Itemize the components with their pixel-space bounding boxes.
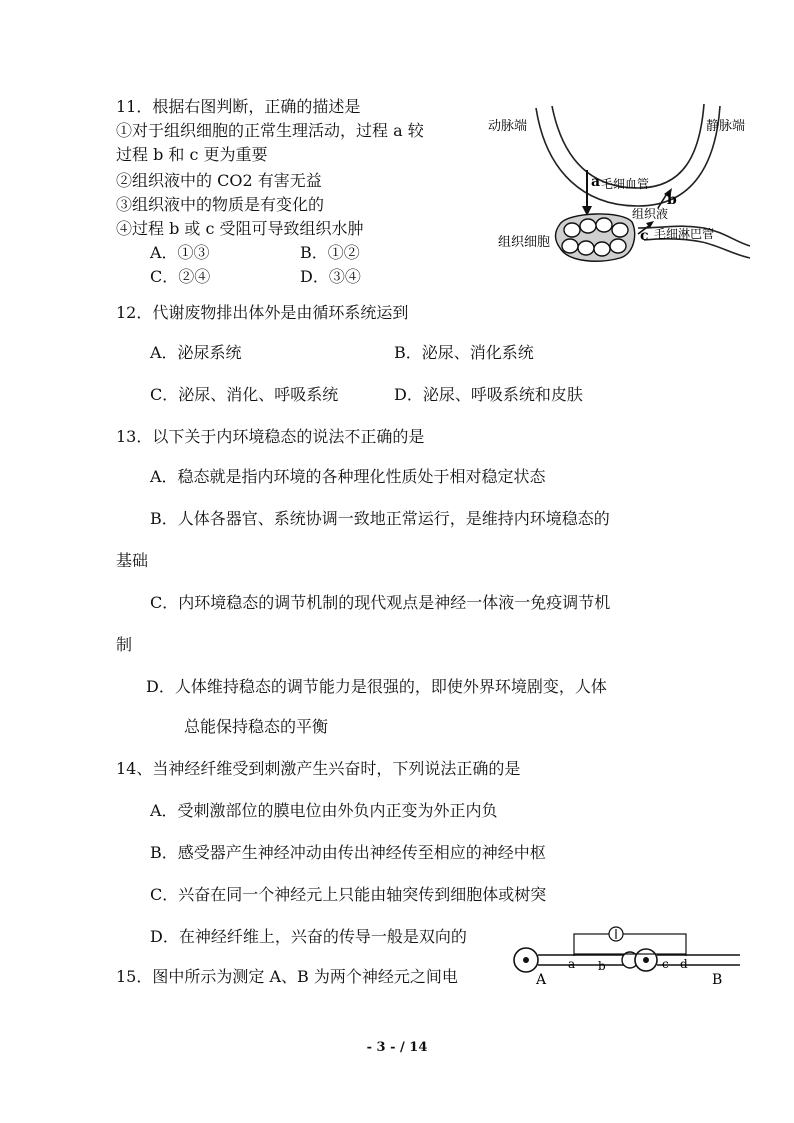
q14-option-d[interactable]: D．在神经纤维上，兴奋的传导一般是双向的 (150, 927, 467, 946)
q12-option-b[interactable]: B．泌尿、消化系统 (394, 343, 534, 362)
q11-statement-4: ④过程 b 或 c 受阻可导致组织水肿 (116, 219, 364, 238)
q11-option-c[interactable]: C．②④ (150, 267, 211, 286)
tissue-cells-graphic (556, 214, 635, 261)
q13-option-d-line1[interactable]: D．人体维持稳态的调节能力是很强的，即使外界环境剧变，人体 (146, 677, 607, 696)
q15-stem: 15．图中所示为测定 A、B 为两个神经元之间电 (116, 967, 458, 986)
neuron-b-label: B (712, 972, 723, 988)
q12-option-c[interactable]: C．泌尿、消化、呼吸系统 (150, 385, 339, 404)
q11-statement-1a: ①对于组织细胞的正常生理活动，过程 a 较 (116, 121, 424, 140)
tissue-fluid-label: 组织液 (632, 207, 669, 221)
neuron-electrode-figure (508, 920, 744, 990)
process-b-label: b (667, 192, 677, 208)
point-b-label: b (598, 959, 606, 973)
process-c-label: c (640, 228, 649, 244)
point-c-label: c (662, 957, 669, 971)
process-a-label: a (591, 174, 601, 190)
q13-option-c-line2: 制 (116, 635, 133, 654)
q13-option-d-line2: 总能保持稳态的平衡 (184, 717, 329, 736)
q11-statement-2: ②组织液中的 CO2 有害无益 (116, 171, 322, 190)
lymph-capillary-label: 毛细淋巴管 (654, 227, 715, 241)
arterial-end-label: 动脉端 (488, 119, 528, 134)
q12-option-a[interactable]: A．泌尿系统 (150, 343, 242, 362)
neuron-a-label: A (536, 972, 547, 988)
tissue-cells-label: 组织细胞 (498, 235, 551, 250)
q12-stem: 12．代谢废物排出体外是由循环系统运到 (116, 303, 409, 322)
q14-option-b[interactable]: B．感受器产生神经冲动由传出神经传至相应的神经中枢 (150, 843, 546, 862)
q14-stem: 14、当神经纤维受到刺激产生兴奋时，下列说法正确的是 (116, 759, 521, 778)
capillary-tissue-figure (488, 96, 758, 272)
q11-stem: 11．根据右图判断，正确的描述是 (116, 97, 361, 116)
q14-option-a[interactable]: A．受刺激部位的膜电位由外负内正变为外正内负 (150, 801, 498, 820)
q11-option-a[interactable]: A．①③ (150, 243, 210, 262)
q13-stem: 13．以下关于内环境稳态的说法不正确的是 (116, 427, 425, 446)
q13-option-b-line1[interactable]: B．人体各器官、系统协调一致地正常运行，是维持内环境稳态的 (150, 509, 610, 528)
q11-option-d[interactable]: D．③④ (300, 267, 361, 286)
q14-option-c[interactable]: C．兴奋在同一个神经元上只能由轴突传到细胞体或树突 (150, 885, 547, 904)
capillary-label: 毛细血管 (601, 177, 650, 191)
q13-option-b-line2: 基础 (116, 551, 149, 570)
q11-option-b[interactable]: B．①② (300, 243, 360, 262)
q11-statement-1b: 过程 b 和 c 更为重要 (116, 145, 268, 164)
page-number: - 3 - / 14 (366, 1040, 428, 1055)
q13-option-a[interactable]: A．稳态就是指内环境的各种理化性质处于相对稳定状态 (150, 467, 546, 486)
q13-option-c-line1[interactable]: C．内环境稳态的调节机制的现代观点是神经一体液一免疫调节机 (150, 593, 611, 612)
q12-option-d[interactable]: D．泌尿、呼吸系统和皮肤 (394, 385, 583, 404)
q11-statement-3: ③组织液中的物质是有变化的 (116, 195, 325, 214)
venous-end-label: 静脉端 (706, 119, 746, 134)
point-d-label: d (680, 957, 688, 971)
point-a-label: a (568, 957, 576, 971)
